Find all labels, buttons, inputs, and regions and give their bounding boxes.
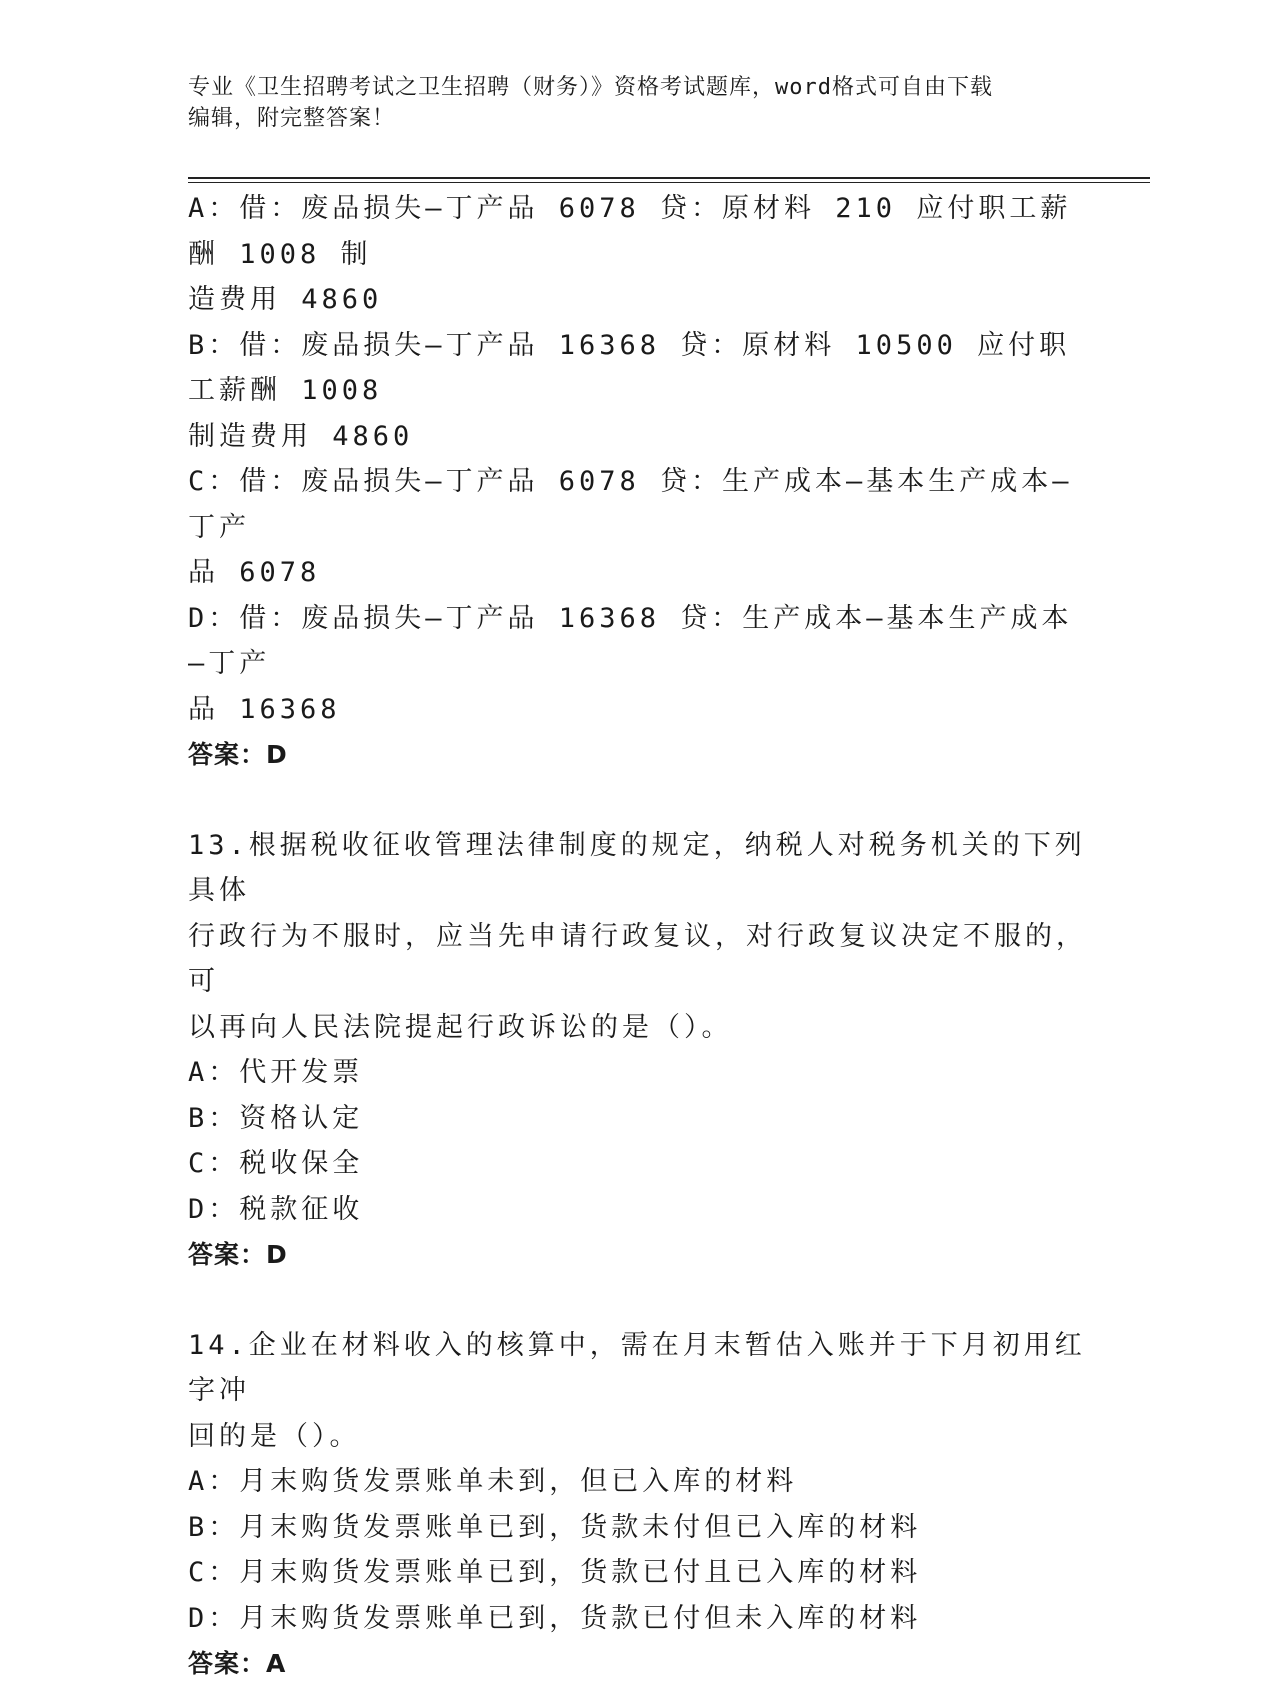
question-13-block	[188, 823, 1088, 1278]
q13-option-d: D：税款征收	[188, 1193, 364, 1225]
header-divider-thin	[188, 182, 1150, 183]
q13-stem-line-3: 以再向人民法院提起行政诉讼的是（）。	[188, 1011, 733, 1043]
header-divider-thick	[188, 177, 1150, 179]
q13-option-b: B：资格认定	[188, 1102, 364, 1134]
question-14-block	[188, 1323, 1088, 1687]
question-list	[188, 186, 1088, 1687]
question-spacer	[188, 1278, 1088, 1323]
q13-option-a: A：代开发票	[188, 1057, 364, 1088]
question-spacer	[188, 778, 1088, 823]
q12-option-c-line-2: 品 6078	[188, 557, 321, 588]
q13-stem-line-1: 13.根据税收征收管理法律制度的规定，纳税人对税务机关的下列具体	[188, 829, 1086, 906]
q12-answer: 答案：D	[188, 740, 288, 769]
document-header	[188, 72, 1088, 134]
question-12-block	[188, 186, 1088, 778]
q12-option-c-line-1: C：借：废品损失—丁产品 6078 贷：生产成本—基本生产成本—丁产	[188, 466, 1073, 543]
q12-option-d-line-2: 品 16368	[188, 693, 341, 725]
q13-option-c: C：税收保全	[188, 1148, 364, 1179]
q14-option-b: B：月末购货发票账单已到，货款未付但已入库的材料	[188, 1511, 922, 1543]
q12-option-d-line-1: D：借：废品损失—丁产品 16368 贷：生产成本—基本生产成本—丁产	[188, 602, 1073, 679]
q14-answer: 答案：A	[188, 1649, 287, 1678]
q13-answer: 答案：D	[188, 1240, 288, 1269]
q14-option-c: C：月末购货发票账单已到，货款已付且已入库的材料	[188, 1557, 922, 1588]
q12-option-a-line-1: A：借：废品损失—丁产品 6078 贷：原材料 210 应付职工薪酬 1008 制	[188, 193, 1072, 270]
q14-option-d: D：月末购货发票账单已到，货款已付但未入库的材料	[188, 1602, 922, 1634]
q12-option-b-line-2: 制造费用 4860	[188, 420, 414, 452]
q12-option-a-line-2: 造费用 4860	[188, 284, 383, 315]
q14-option-a: A：月末购货发票账单未到，但已入库的材料	[188, 1466, 798, 1497]
q13-stem-line-2: 行政行为不服时，应当先申请行政复议，对行政复议决定不服的，可	[188, 920, 1087, 997]
q14-stem-line-2: 回的是（）。	[188, 1420, 361, 1452]
header-line-2: 编辑，附完整答案！	[188, 106, 396, 131]
header-line-1: 专业《卫生招聘考试之卫生招聘（财务）》资格考试题库，word格式可自由下载	[188, 75, 993, 100]
q12-option-b-line-1: B：借：废品损失—丁产品 16368 贷：原材料 10500 应付职工薪酬 1008	[188, 329, 1071, 406]
q14-stem-line-1: 14.企业在材料收入的核算中，需在月末暂估入账并于下月初用红字冲	[188, 1329, 1086, 1406]
